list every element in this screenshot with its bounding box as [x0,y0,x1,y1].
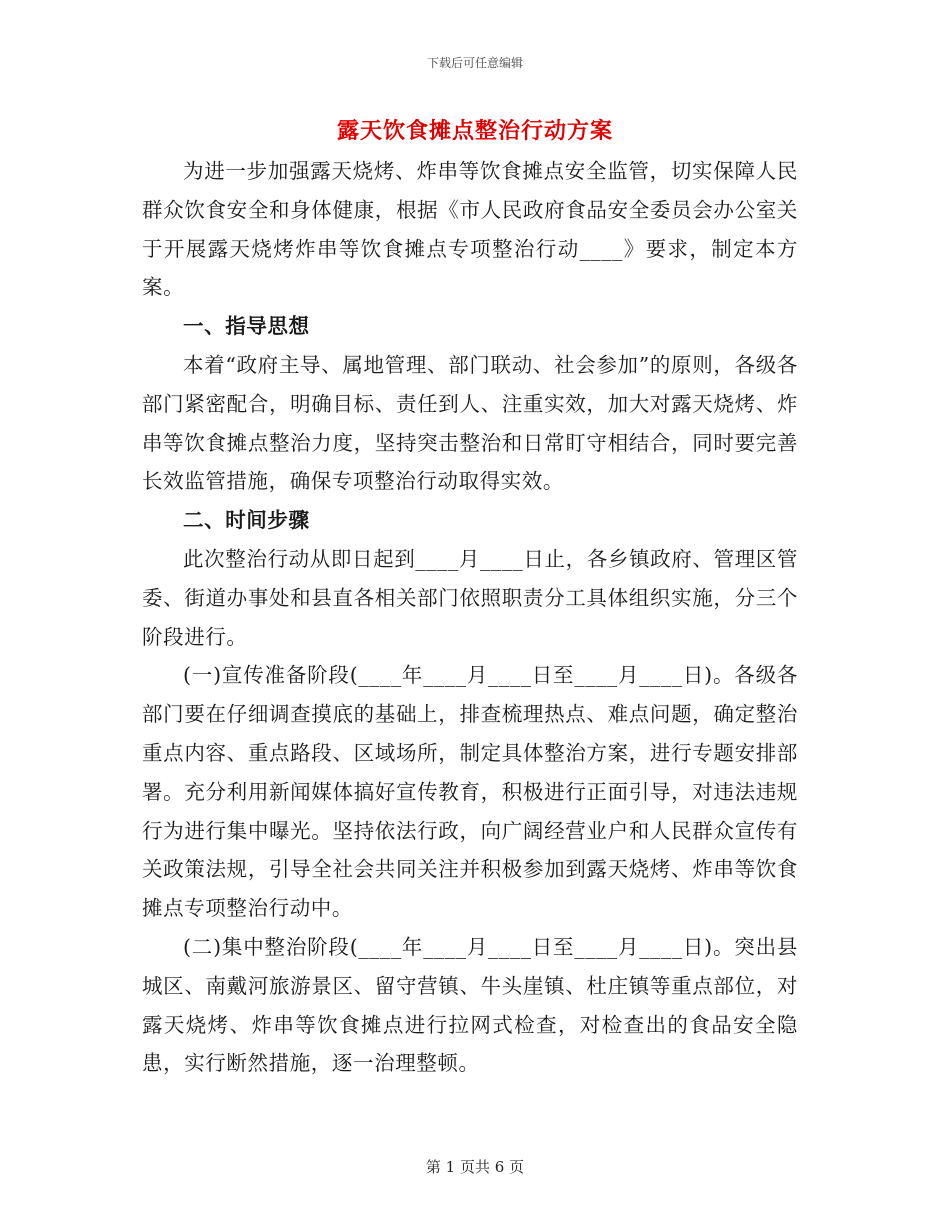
timeline-paragraph: 此次整治行动从即日起到____月____日止，各乡镇政府、管理区管委、街道办事处和县直各相关部门依照职责分工具体组织实施，分三个阶段进行。 [142,546,798,649]
document-body [142,152,798,1083]
stage1-paragraph: (一)宣传准备阶段(____年____月____日至____月____日)。各级各部门要在仔细调查摸底的基础上，排查梳理热点、难点问题，确定整治重点内容、重点路段、区域场所，制定具体整治方案，进行专题安排部署。充分利用新闻媒体搞好宣传教育，积极进行正面引导，对违法违规行为进行集中曝光。坚持依法行政，向广阔经营业户和人民群众宣传有关政策法规，引导全社会共同关注并积极参加到露天烧烤、炸串等饮食摊点专项整治行动中。 [142,663,798,921]
page-footer: 第 1 页共 6 页 [425,1158,525,1176]
section-heading-timeline: 二、时间步骤 [183,508,310,533]
stage2-paragraph: (二)集中整治阶段(____年____月____日至____月____日)。突出县城区、南戴河旅游景区、留守营镇、牛头崖镇、杜庄镇等重点部位，对露天烧烤、炸串等饮食摊点进行拉网式检查，对检查出的食品安全隐患，实行断然措施，逐一治理整顿。 [142,934,798,1076]
document-title: 露天饮食摊点整治行动方案 [336,118,613,144]
section-heading-guiding-thought: 一、指导思想 [183,314,310,339]
guiding-thought-paragraph: 本着“政府主导、属地管理、部门联动、社会参加”的原则，各级各部门紧密配合，明确目标、责任到人、注重实效，加大对露天烧烤、炸串等饮食摊点整治力度，坚持突击整治和日常盯守相结合，同时要完善长效监管措施，确保专项整治行动取得实效。 [142,352,798,494]
header-note: 下载后可任意编辑 [426,56,523,70]
intro-paragraph: 为进一步加强露天烧烤、炸串等饮食摊点安全监管，切实保障人民群众饮食安全和身体健康，根据《市人民政府食品安全委员会办公室关于开展露天烧烤炸串等饮食摊点专项整治行动____》要求，制定本方案。 [142,159,798,300]
